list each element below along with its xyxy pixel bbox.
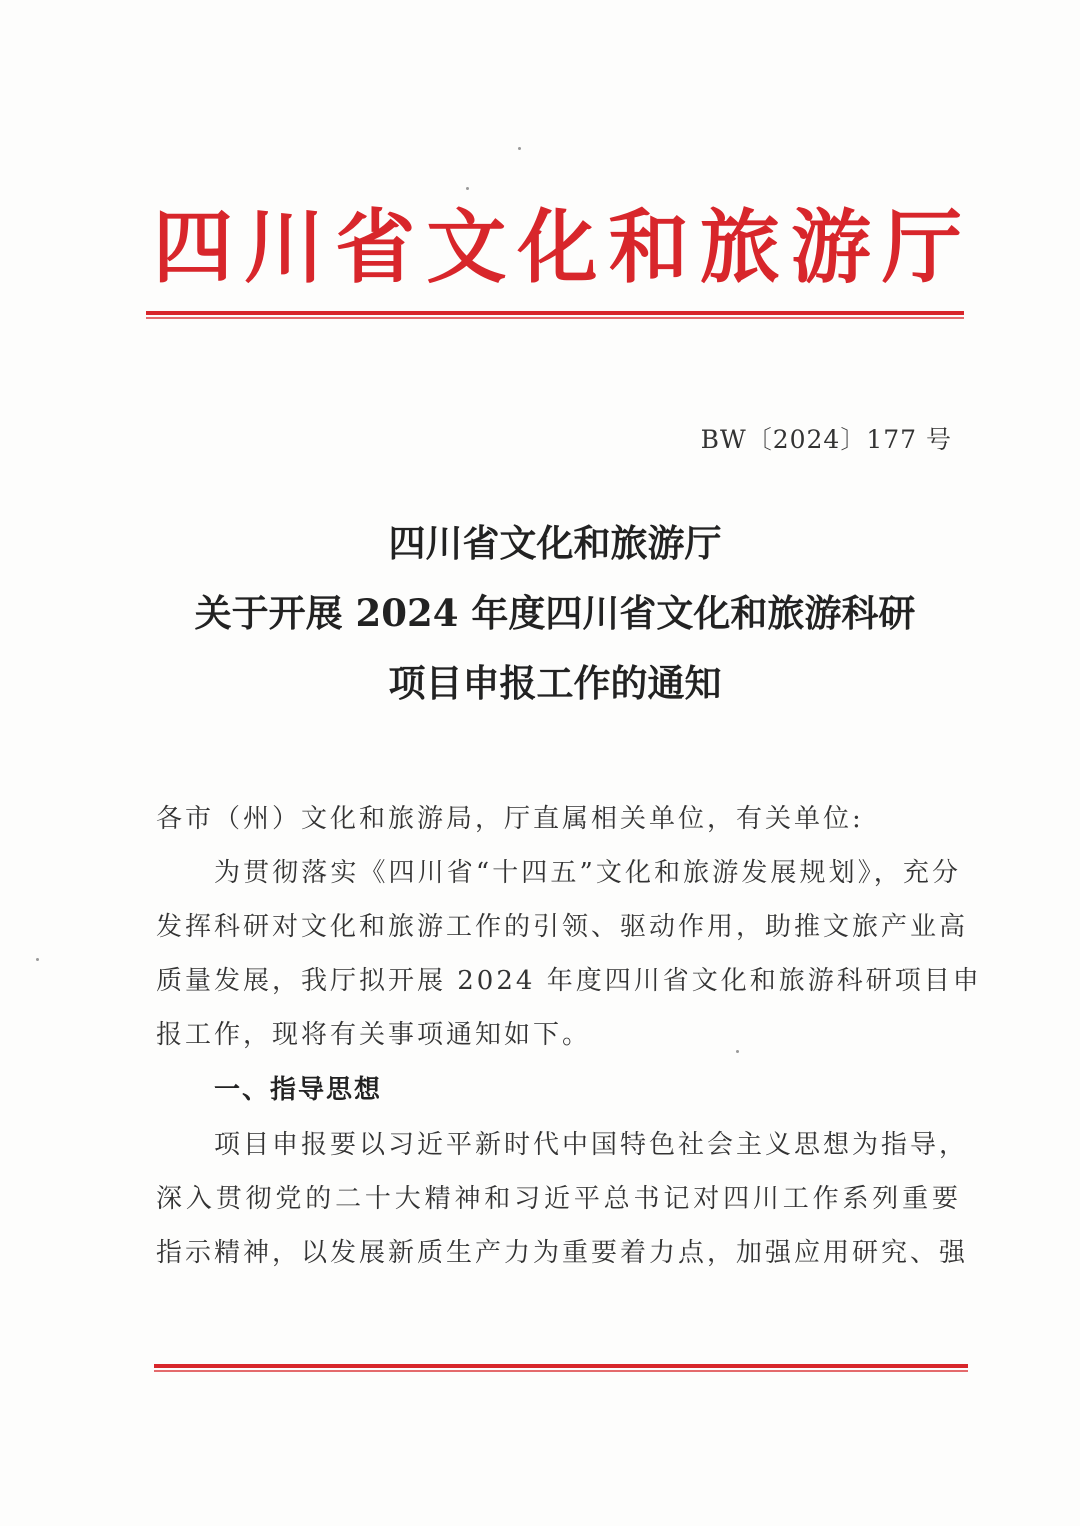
scan-speck [36, 958, 39, 961]
masthead-char: 文 [426, 200, 507, 294]
document-title-line-2: 关于开展 2024 年度四川省文化和旅游科研 [194, 591, 916, 635]
paragraph-2-line: 指示精神，以发展新质生产力为重要着力点，加强应用研究、强 [156, 1238, 969, 1268]
paragraph-1-line: 报工作，现将有关事项通知如下。 [156, 1020, 592, 1050]
masthead-char: 厅 [882, 200, 962, 294]
document-title-line-1: 四川省文化和旅游厅 [388, 521, 722, 565]
paragraph-1-line: 为贯彻落实《四川省“十四五”文化和旅游发展规划》，充分 [214, 858, 961, 888]
masthead-red-rule [146, 311, 964, 319]
document-title-line-3: 项目申报工作的通知 [388, 661, 722, 705]
paragraph-2-line: 深入贯彻党的二十大精神和习近平总书记对四川工作系列重要 [156, 1184, 961, 1214]
masthead-char: 化 [517, 200, 598, 294]
scan-speck [518, 147, 521, 150]
footer-red-rule [154, 1364, 968, 1372]
masthead-org-name [150, 200, 965, 295]
paragraph-1-line: 质量发展，我厅拟开展 2024 年度四川省文化和旅游科研项目申 [156, 966, 982, 996]
paragraph-2-line: 项目申报要以习近平新时代中国特色社会主义思想为指导， [214, 1130, 969, 1160]
scan-speck [736, 1050, 739, 1053]
scan-speck [466, 187, 469, 190]
masthead-char: 四 [153, 200, 233, 294]
masthead-char: 和 [608, 200, 689, 294]
masthead-char: 川 [244, 200, 325, 294]
masthead-char: 省 [335, 200, 416, 294]
document-number: BW〔2024〕177 号 [700, 425, 952, 454]
masthead-char: 旅 [699, 200, 780, 294]
masthead-char: 游 [790, 200, 871, 294]
section-heading: 一、指导思想 [214, 1075, 383, 1105]
paragraph-1-line: 发挥科研对文化和旅游工作的引领、驱动作用，助推文旅产业高 [156, 912, 969, 942]
addressee-line: 各市（州）文化和旅游局，厅直属相关单位，有关单位: [156, 804, 864, 834]
